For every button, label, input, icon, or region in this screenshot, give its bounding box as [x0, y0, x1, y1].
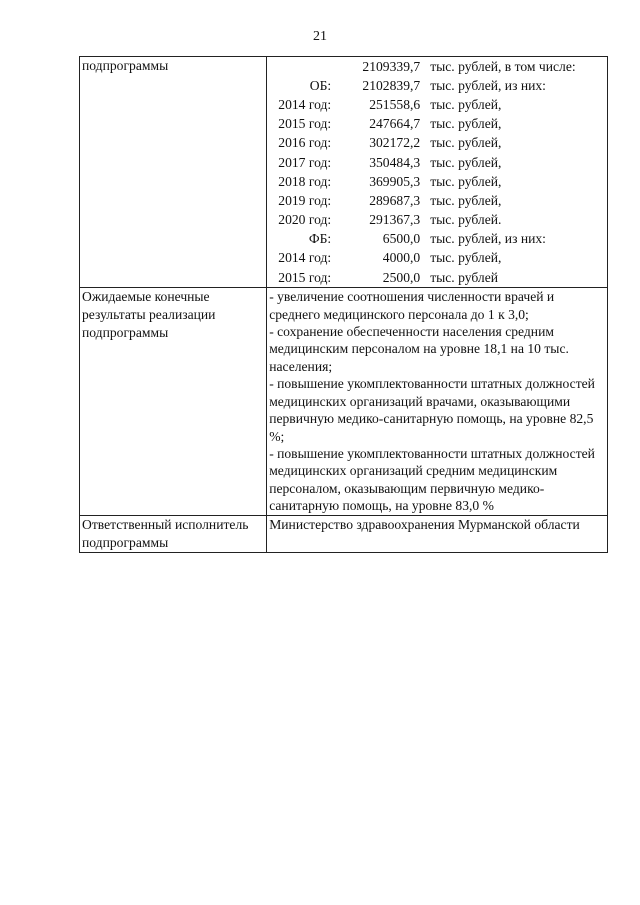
page-number: 21: [313, 29, 327, 44]
result-item: - увеличение соотношения численности врачей и среднего медицинского персонала до 1 к 3,0;: [269, 289, 555, 322]
fin-value: 291367,3: [369, 212, 421, 228]
table-row-executor: [80, 515, 608, 552]
fin-unit: тыс. рублей,: [430, 173, 502, 189]
fin-row-fb: [269, 230, 605, 249]
fin-row-2016: [269, 134, 605, 153]
fin-label: 2015 год:: [278, 116, 332, 132]
fin-unit: тыс. рублей,: [430, 96, 502, 112]
fin-label: ФБ:: [308, 231, 332, 247]
fin-label: 2017 год:: [278, 154, 332, 170]
fin-row-2019: [269, 191, 605, 210]
executor-cell: Министерство здравоохранения Мурманской области: [267, 515, 608, 552]
financing-cell: [267, 57, 608, 288]
fin-unit: тыс. рублей: [430, 269, 498, 285]
fin-row-2014: [269, 95, 605, 114]
fin-value: 2500,0: [382, 269, 421, 285]
row-label-results: Ожидаемые конечные результаты реализации подпрограммы: [80, 288, 267, 515]
fin-row-total: [269, 57, 605, 76]
fin-label: ОБ:: [309, 77, 332, 93]
fin-row-2015: [269, 115, 605, 134]
result-item: - сохранение обеспеченности населения средним медицинским персоналом на уровне 18,1 на 10 тыс. населения;: [269, 324, 569, 374]
row-label-financing: подпрограммы: [80, 57, 267, 288]
fin-value: 350484,3: [369, 154, 421, 170]
fin-unit: тыс. рублей.: [430, 212, 502, 228]
fin-label: 2015 год:: [278, 269, 332, 285]
result-item: - повышение укомплектованности штатных должностей медицинских организаций врачами, оказывающими первичную медико-санитарную помощь, на уровне 82,5 %;: [269, 376, 595, 444]
fin-value: 4000,0: [382, 250, 421, 266]
passport-table: [79, 56, 608, 553]
fin-label: 2020 год:: [278, 212, 332, 228]
fin-row-2020: [269, 211, 605, 230]
fin-row-2018: [269, 172, 605, 191]
fin-value: 289687,3: [369, 192, 421, 208]
fin-row-ob: [269, 76, 605, 95]
fin-row-fb-2014: [269, 249, 605, 268]
fin-row-fb-2015: [269, 268, 605, 287]
fin-unit: тыс. рублей, из них:: [430, 77, 546, 93]
fin-unit: тыс. рублей, из них:: [430, 231, 546, 247]
fin-unit: тыс. рублей,: [430, 250, 502, 266]
table-row-financing: [80, 57, 608, 288]
fin-label: 2016 год:: [278, 135, 332, 151]
fin-value: 2109339,7: [362, 58, 421, 74]
fin-label: 2014 год:: [278, 96, 332, 112]
fin-value: 369905,3: [369, 173, 421, 189]
fin-unit: тыс. рублей,: [430, 192, 502, 208]
fin-value: 302172,2: [369, 135, 421, 151]
fin-unit: тыс. рублей,: [430, 154, 502, 170]
result-item: - повышение укомплектованности штатных должностей медицинских организаций средним медицинским персоналом, оказывающим первичную медико-санитарную помощь, на уровне 83,0 %: [269, 445, 595, 514]
fin-label: 2019 год:: [278, 192, 332, 208]
results-cell: [267, 288, 608, 515]
fin-label: 2018 год:: [278, 173, 332, 189]
fin-value: 247664,7: [369, 116, 421, 132]
fin-unit: тыс. рублей,: [430, 116, 502, 132]
fin-unit: тыс. рублей,: [430, 135, 502, 151]
fin-value: 251558,6: [369, 96, 421, 112]
fin-unit: тыс. рублей, в том числе:: [430, 58, 576, 74]
table-row-results: [80, 288, 608, 515]
fin-value: 2102839,7: [362, 77, 421, 93]
row-label-executor: Ответственный исполнитель подпрограммы: [80, 515, 267, 552]
fin-label: 2014 год:: [278, 250, 332, 266]
fin-row-2017: [269, 153, 605, 172]
fin-value: 6500,0: [382, 231, 421, 247]
